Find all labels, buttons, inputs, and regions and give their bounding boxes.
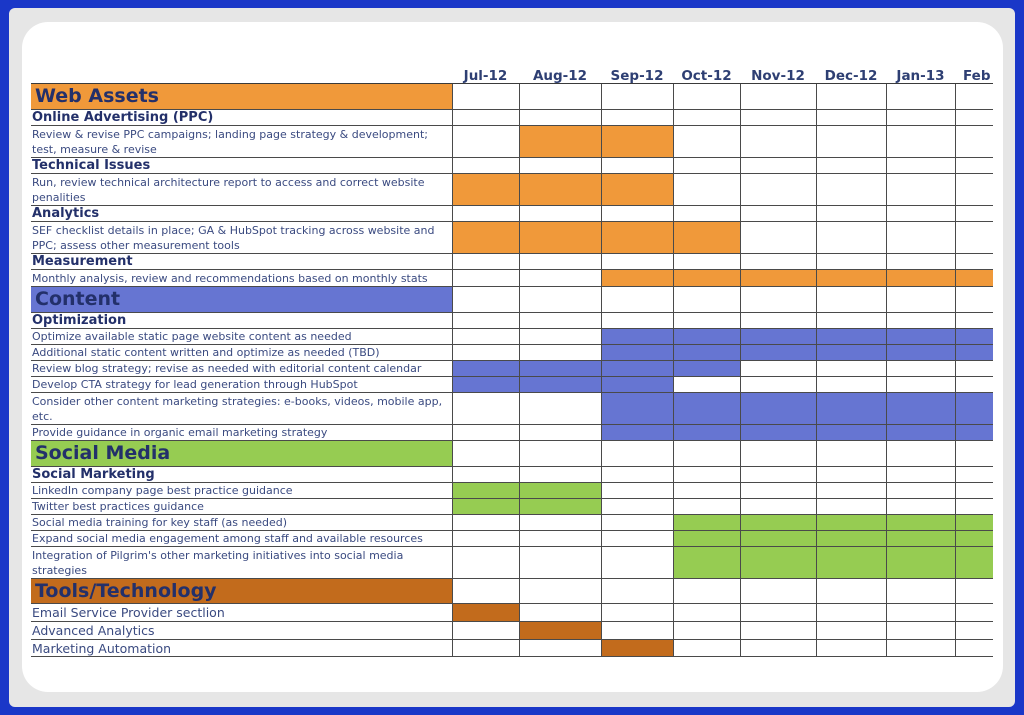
gantt-cell [886, 174, 955, 206]
gantt-cell [601, 531, 673, 547]
gantt-cell [740, 377, 816, 393]
gantt-bar-cell [673, 531, 740, 547]
month-header: Oct-12 [681, 68, 732, 84]
month-header: Nov-12 [751, 68, 805, 84]
gantt-cell [452, 270, 519, 287]
gantt-cell [886, 313, 955, 329]
gantt-cell [601, 483, 673, 499]
gantt-bar-cell [519, 377, 601, 393]
gantt-cell [519, 531, 601, 547]
gantt-cell [816, 174, 886, 206]
gantt-bar-cell [816, 345, 886, 361]
gantt-cell [601, 254, 673, 270]
gantt-cell [886, 126, 955, 158]
gantt-bar-cell [886, 329, 955, 345]
gantt-bar-cell [955, 345, 993, 361]
gantt-cell [886, 377, 955, 393]
gantt-bar-cell [673, 270, 740, 287]
gantt-bar-cell [816, 329, 886, 345]
gantt-bar-cell [816, 531, 886, 547]
gantt-bar-cell [452, 222, 519, 254]
gantt-cell [452, 206, 519, 222]
gantt-cell [452, 254, 519, 270]
gantt-cell [519, 313, 601, 329]
gantt-cell [816, 126, 886, 158]
gantt-cell [740, 254, 816, 270]
gantt-cell [955, 84, 993, 110]
task-label: Additional static content written and optimize as needed (TBD) [31, 345, 452, 361]
gantt-cell [955, 110, 993, 126]
gantt-bar-cell [740, 515, 816, 531]
gantt-cell [740, 222, 816, 254]
gantt-cell [519, 287, 601, 313]
gantt-cell [955, 206, 993, 222]
gantt-cell [519, 110, 601, 126]
gantt-cell [673, 579, 740, 604]
gantt-bar-cell [886, 547, 955, 579]
task-label: Email Service Provider sectlion [31, 604, 452, 622]
gantt-cell [601, 547, 673, 579]
gantt-cell [955, 158, 993, 174]
gantt-cell [955, 126, 993, 158]
gantt-cell [519, 270, 601, 287]
task-label: Marketing Automation [31, 640, 452, 657]
gantt-cell [955, 483, 993, 499]
gantt-cell [955, 441, 993, 467]
gantt-cell [452, 579, 519, 604]
gantt-cell [886, 287, 955, 313]
gantt-bar-cell [601, 377, 673, 393]
gantt-bar-cell [955, 329, 993, 345]
gantt-cell [673, 206, 740, 222]
gantt-cell [519, 84, 601, 110]
gantt-bar-cell [601, 345, 673, 361]
gantt-cell [452, 393, 519, 425]
gantt-cell [740, 206, 816, 222]
gantt-bar-cell [452, 499, 519, 515]
gantt-cell [886, 361, 955, 377]
gantt-bar-cell [740, 531, 816, 547]
gantt-bar-cell [673, 222, 740, 254]
gantt-cell [816, 604, 886, 622]
gantt-cell [886, 254, 955, 270]
gantt-bar-cell [519, 222, 601, 254]
gantt-cell [519, 515, 601, 531]
gantt-bar-cell [601, 393, 673, 425]
gantt-cell [740, 622, 816, 640]
gantt-cell [452, 467, 519, 483]
gantt-bar-cell [816, 425, 886, 441]
gantt-cell [452, 110, 519, 126]
gantt-cell [886, 441, 955, 467]
gantt-cell [816, 441, 886, 467]
gantt-bar-cell [955, 270, 993, 287]
gantt-cell [452, 441, 519, 467]
gantt-bar-cell [740, 345, 816, 361]
gantt-bar-cell [519, 361, 601, 377]
gantt-bar-cell [955, 425, 993, 441]
gantt-cell [816, 579, 886, 604]
gantt-bar-cell [519, 483, 601, 499]
section-header: Social Media [31, 441, 452, 467]
gantt-bar-cell [886, 393, 955, 425]
gantt-cell [740, 483, 816, 499]
task-label: Develop CTA strategy for lead generation through HubSpot [31, 377, 452, 393]
gantt-bar-cell [673, 547, 740, 579]
gantt-cell [673, 604, 740, 622]
gantt-cell [740, 84, 816, 110]
gantt-cell [452, 158, 519, 174]
task-label: Social media training for key staff (as needed) [31, 515, 452, 531]
gantt-cell [955, 174, 993, 206]
gantt-cell [452, 345, 519, 361]
subsection-label: Optimization [31, 313, 452, 329]
gantt-cell [740, 499, 816, 515]
gantt-bar-cell [955, 547, 993, 579]
gantt-bar-cell [601, 126, 673, 158]
gantt-bar-cell [955, 531, 993, 547]
gantt-cell [452, 622, 519, 640]
gantt-cell [673, 158, 740, 174]
gantt-cell [740, 158, 816, 174]
gantt-cell [886, 110, 955, 126]
gantt-cell [673, 126, 740, 158]
gantt-cell [740, 174, 816, 206]
gantt-cell [673, 622, 740, 640]
gantt-cell [816, 483, 886, 499]
subsection-label: Analytics [31, 206, 452, 222]
gantt-bar-cell [673, 515, 740, 531]
task-label: Optimize available static page website content as needed [31, 329, 452, 345]
gantt-cell [740, 640, 816, 657]
gantt-cell [519, 329, 601, 345]
gantt-cell [955, 377, 993, 393]
gantt-cell [452, 515, 519, 531]
gantt-bar-cell [673, 393, 740, 425]
gantt-cell [601, 313, 673, 329]
gantt-bar-cell [886, 425, 955, 441]
gantt-cell [955, 499, 993, 515]
month-header: Jan-13 [896, 68, 945, 84]
gantt-cell [816, 361, 886, 377]
gantt-cell [452, 531, 519, 547]
gantt-cell [673, 287, 740, 313]
gantt-bar-cell [740, 270, 816, 287]
gantt-cell [740, 361, 816, 377]
gantt-cell [452, 329, 519, 345]
gantt-cell [519, 441, 601, 467]
gantt-cell [519, 467, 601, 483]
gantt-cell [816, 640, 886, 657]
gantt-cell [452, 547, 519, 579]
gantt-bar-cell [955, 515, 993, 531]
task-label: Expand social media engagement among staff and available resources [31, 531, 452, 547]
task-label: Provide guidance in organic email marketing strategy [31, 425, 452, 441]
gantt-cell [816, 499, 886, 515]
gantt-cell [816, 158, 886, 174]
task-label: Monthly analysis, review and recommendations based on monthly stats [31, 270, 452, 287]
task-label: Review & revise PPC campaigns; landing page strategy & development; test, measure & revise [31, 126, 452, 158]
gantt-cell [673, 377, 740, 393]
gantt-bar-cell [452, 377, 519, 393]
gantt-cell [519, 425, 601, 441]
gantt-cell [519, 206, 601, 222]
gantt-cell [886, 222, 955, 254]
gantt-bar-cell [601, 270, 673, 287]
gantt-bar-cell [886, 345, 955, 361]
gantt-cell [886, 84, 955, 110]
gantt-cell [955, 222, 993, 254]
gantt-cell [673, 467, 740, 483]
gantt-cell [673, 84, 740, 110]
gantt-cell [673, 254, 740, 270]
task-label: Integration of Pilgrim's other marketing initiatives into social media strategies [31, 547, 452, 579]
gantt-cell [740, 441, 816, 467]
gantt-cell [740, 126, 816, 158]
gantt-cell [519, 640, 601, 657]
gantt-cell [601, 158, 673, 174]
gantt-cell [601, 579, 673, 604]
gantt-cell [816, 622, 886, 640]
gantt-cell [955, 579, 993, 604]
gantt-bar-cell [452, 174, 519, 206]
task-label: Review blog strategy; revise as needed with editorial content calendar [31, 361, 452, 377]
gantt-bar-cell [519, 174, 601, 206]
gantt-bar-cell [740, 547, 816, 579]
task-label: Run, review technical architecture report to access and correct website penalities [31, 174, 452, 206]
gantt-bar-cell [601, 425, 673, 441]
gantt-cell [601, 84, 673, 110]
gantt-cell [886, 622, 955, 640]
gantt-cell [519, 604, 601, 622]
gantt-cell [740, 287, 816, 313]
gantt-grid [31, 83, 993, 657]
gantt-cell [816, 222, 886, 254]
month-header: Feb [963, 68, 991, 84]
gantt-cell [816, 206, 886, 222]
gantt-cell [519, 254, 601, 270]
gantt-cell [673, 313, 740, 329]
gantt-cell [740, 313, 816, 329]
gantt-bar-cell [452, 483, 519, 499]
gantt-cell [673, 640, 740, 657]
gantt-bar-cell [816, 270, 886, 287]
gantt-cell [519, 345, 601, 361]
gantt-cell [886, 467, 955, 483]
task-label: Twitter best practices guidance [31, 499, 452, 515]
section-header: Web Assets [31, 84, 452, 110]
gantt-bar-cell [601, 174, 673, 206]
gantt-cell [601, 441, 673, 467]
gantt-cell [816, 110, 886, 126]
subsection-label: Online Advertising (PPC) [31, 110, 452, 126]
gantt-cell [955, 361, 993, 377]
gantt-cell [816, 287, 886, 313]
gantt-cell [955, 622, 993, 640]
gantt-bar-cell [740, 329, 816, 345]
gantt-cell [816, 313, 886, 329]
gantt-cell [740, 604, 816, 622]
month-header: Jul-12 [463, 68, 508, 84]
subsection-label: Technical Issues [31, 158, 452, 174]
gantt-cell [519, 579, 601, 604]
gantt-cell [673, 174, 740, 206]
gantt-cell [955, 604, 993, 622]
gantt-bar-cell [886, 531, 955, 547]
gantt-bar-cell [740, 393, 816, 425]
gantt-cell [955, 287, 993, 313]
section-header: Tools/Technology [31, 579, 452, 604]
month-header: Sep-12 [610, 68, 664, 84]
gantt-cell [740, 110, 816, 126]
gantt-cell [673, 499, 740, 515]
gantt-cell [886, 206, 955, 222]
gantt-cell [452, 287, 519, 313]
gantt-cell [452, 313, 519, 329]
task-label: SEF checklist details in place; GA & HubSpot tracking across website and PPC; assess other measurement tools [31, 222, 452, 254]
gantt-cell [601, 604, 673, 622]
gantt-cell [816, 254, 886, 270]
gantt-bar-cell [886, 515, 955, 531]
gantt-cell [955, 254, 993, 270]
subsection-label: Social Marketing [31, 467, 452, 483]
gantt-cell [955, 640, 993, 657]
gantt-bar-cell [816, 547, 886, 579]
gantt-bar-cell [452, 604, 519, 622]
gantt-cell [886, 483, 955, 499]
gantt-bar-cell [886, 270, 955, 287]
gantt-cell [816, 467, 886, 483]
gantt-cell [601, 467, 673, 483]
gantt-cell [601, 287, 673, 313]
gantt-cell [955, 467, 993, 483]
task-label: Consider other content marketing strategies: e-books, videos, mobile app, etc. [31, 393, 452, 425]
gantt-cell [601, 622, 673, 640]
gantt-bar-cell [601, 222, 673, 254]
gantt-cell [673, 110, 740, 126]
month-header: Aug-12 [532, 68, 588, 84]
task-label: LinkedIn company page best practice guidance [31, 483, 452, 499]
gantt-bar-cell [519, 622, 601, 640]
gantt-cell [886, 499, 955, 515]
gantt-bar-cell [673, 361, 740, 377]
gantt-cell [519, 547, 601, 579]
gantt-cell [673, 483, 740, 499]
gantt-bar-cell [601, 329, 673, 345]
gantt-bar-cell [519, 126, 601, 158]
gantt-bar-cell [955, 393, 993, 425]
gantt-cell [519, 393, 601, 425]
gantt-bar-cell [816, 515, 886, 531]
gantt-bar-cell [601, 640, 673, 657]
gantt-cell [452, 640, 519, 657]
gantt-cell [601, 206, 673, 222]
gantt-cell [886, 604, 955, 622]
month-header: Dec-12 [824, 68, 878, 84]
gantt-bar-cell [673, 329, 740, 345]
gantt-cell [955, 313, 993, 329]
gantt-cell [886, 158, 955, 174]
gantt-cell [452, 126, 519, 158]
gantt-bar-cell [519, 499, 601, 515]
gantt-bar-cell [601, 361, 673, 377]
gantt-cell [601, 515, 673, 531]
gantt-bar-cell [673, 345, 740, 361]
month-header-row [452, 68, 993, 84]
gantt-cell [601, 110, 673, 126]
gantt-cell [886, 640, 955, 657]
task-label: Advanced Analytics [31, 622, 452, 640]
gantt-bar-cell [740, 425, 816, 441]
gantt-cell [452, 84, 519, 110]
gantt-cell [740, 467, 816, 483]
section-header: Content [31, 287, 452, 313]
gantt-bar-cell [673, 425, 740, 441]
gantt-cell [740, 579, 816, 604]
gantt-cell [816, 84, 886, 110]
gantt-cell [673, 441, 740, 467]
gantt-cell [519, 158, 601, 174]
gantt-cell [601, 499, 673, 515]
gantt-bar-cell [452, 361, 519, 377]
gantt-cell [452, 425, 519, 441]
gantt-bar-cell [816, 393, 886, 425]
subsection-label: Measurement [31, 254, 452, 270]
gantt-cell [886, 579, 955, 604]
gantt-cell [816, 377, 886, 393]
